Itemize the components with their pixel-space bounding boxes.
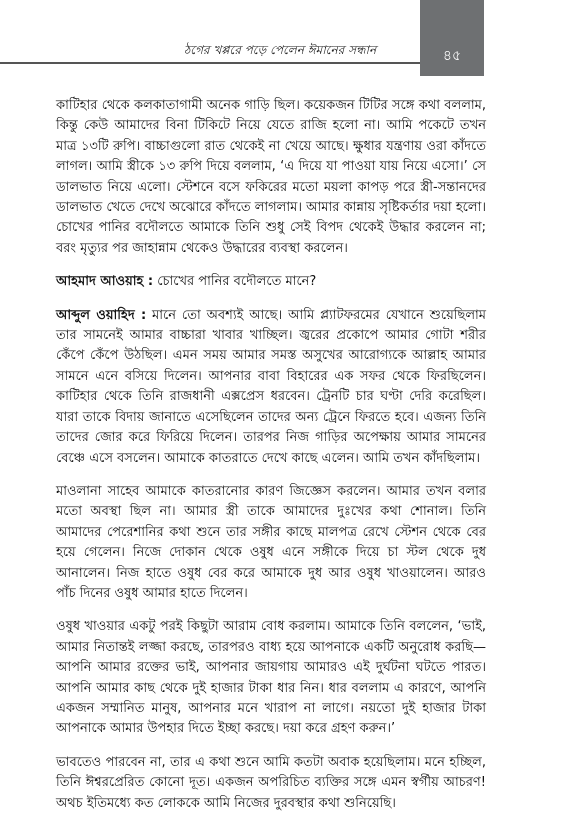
running-title: ঠগের খপ্পরে পড়ে পেলেন ঈমানের সন্ধান	[183, 43, 377, 57]
speaker-label: আব্দুল ওয়াহিদ :	[56, 307, 147, 323]
header-rule	[0, 62, 420, 64]
body-text	[56, 96, 486, 827]
paragraph-text: ওষুধ খাওয়ার একটু পরই কিছুটা আরাম বোধ করলাম। আমাকে তিনি বললেন, ‘ভাই, আমার নিতান্তই লজ্জা করছে, তারপরও বাধ্য হয়ে আপনাকে একটি অনুরোধ করছি—আপনি আমার রক্তের ভাই, আপনার জায়গায় আমারও এই দুর্ঘটনা ঘটতে পারত। আপনি আমার কাছ থেকে দুই হাজার টাকা ধার নিন। ধার বললাম এ কারণে, আপনি একজন সম্মানিত মানুষ, আপনার মনে খারাপ না লাগে। নয়তো দুই হাজার টাকা আপনাকে আমার উপহার দিতে ইচ্ছা করছে। দয়া করে গ্রহণ করুন।’	[56, 619, 486, 737]
paragraph	[56, 306, 486, 469]
paragraph	[56, 617, 486, 739]
speaker-label: আহমাদ আওয়াহ :	[56, 274, 154, 290]
paragraph-text: মাওলানা সাহেব আমাকে কাতরানোর কারণ জিজ্ঞেস করলেন। আমার তখন বলার মতো অবস্থা ছিল না। আমার স্ত্রী তাকে আমাদের দুঃখের কথা শোনাল। তিনি আমাদের পেরেশানির কথা শুনে তার সঙ্গীর কাছে মালপত্র রেখে স্টেশন থেকে বের হয়ে গেলেন। নিজে দোকান থেকে ওষুধ এনে সঙ্গীকে দিয়ে চা স্টল থেকে দুধ আনালেন। নিজ হাতে ওষুধ বের করে আমাকে দুধ আর ওষুধ খাওয়ালেন। আরও পাঁচ দিনের ওষুধ আমার হাতে দিলেন।	[56, 483, 486, 601]
paragraph-text: কাটিহার থেকে কলকাতাগামী অনেক গাড়ি ছিল। কয়েকজন টিটির সঙ্গে কথা বললাম, কিন্তু কেউ আমাদের বিনা টিকিটে নিয়ে যেতে রাজি হলো না। আমি পকেটে তখন মাত্র ১৩টি রুপি। বাচ্চাগুলো রাত থেকেই না খেয়ে আছে। ক্ষুধার যন্ত্রণায় ওরা কাঁদতে লাগল। আমি স্ত্রীকে ১৩ রুপি দিয়ে বললাম, ‘এ দিয়ে যা পাওয়া যায় নিয়ে এসো।’ সে ডালভাত নিয়ে এলো। স্টেশনে বসে ফকিরের মতো ময়লা কাপড় পরে স্ত্রী-সন্তানদের ডালভাত খেতে দেখে অঝোরে কাঁদতে লাগলাম। আমার কান্নায় সৃষ্টিকর্তার দয়া হলো। চোখের পানির বদৌলতে আমাকে তিনি শুধু সেই বিপদ থেকেই উদ্ধার করলেন না; বরং মৃত্যুর পর জাহান্নাম থেকেও উদ্ধারের ব্যবস্থা করলেন।	[56, 98, 486, 256]
paragraph-text: ভাবতেও পারবেন না, তার এ কথা শুনে আমি কতটা অবাক হয়েছিলাম। মনে হচ্ছিল, তিনি ঈশ্বরপ্রেরিত কোনো দূত। একজন অপরিচিত ব্যক্তির সঙ্গে এমন স্বর্গীয় আচরণ! অথচ ইতিমধ্যে কত লোককে আমি নিজের দুরবস্থার কথা শুনিয়েছি।	[56, 754, 486, 811]
paragraph	[56, 482, 486, 604]
page-number: ৪৫	[442, 48, 462, 64]
paragraph-text: চোখের পানির বদৌলতে মানে?	[153, 274, 317, 290]
paragraph-text: মানে তো অবশ্যই আছে। আমি প্ল্যাটফরমের যেখানে শুয়েছিলাম তার সামনেই আমার বাচ্চারা খাবার খাচ্ছিল। জ্বরের প্রকোপে আমার গোটা শরীর কেঁপে কেঁপে উঠছিল। এমন সময় আমার সমস্ত অসুখের আরোগ্যকে আল্লাহ আমার সামনে এনে বসিয়ে দিলেন। আপনার বাবা বিহারের এক সফর থেকে ফিরছিলেন। কাটিহার থেকে তিনি রাজধানী এক্সপ্রেস ধরবেন। ট্রেনটি চার ঘণ্টা দেরি করেছিল। যারা তাকে বিদায় জানাতে এসেছিলেন তাদের অন্য ট্রেনে ফিরতে হবে। এজন্য তিনি তাদের জোর করে ফিরিয়ে দিলেন। তারপর নিজ গাড়ির অপেক্ষায় আমার সামনের বেঞ্চে এসে বসলেন। আমাকে কাতরাতে দেখে কাছে এলেন। আমি তখন কাঁদছিলাম।	[56, 307, 487, 466]
page-number-box	[420, 0, 484, 76]
paragraph	[56, 753, 486, 814]
paragraph	[56, 272, 486, 292]
paragraph	[56, 96, 486, 259]
page-header	[0, 0, 562, 76]
